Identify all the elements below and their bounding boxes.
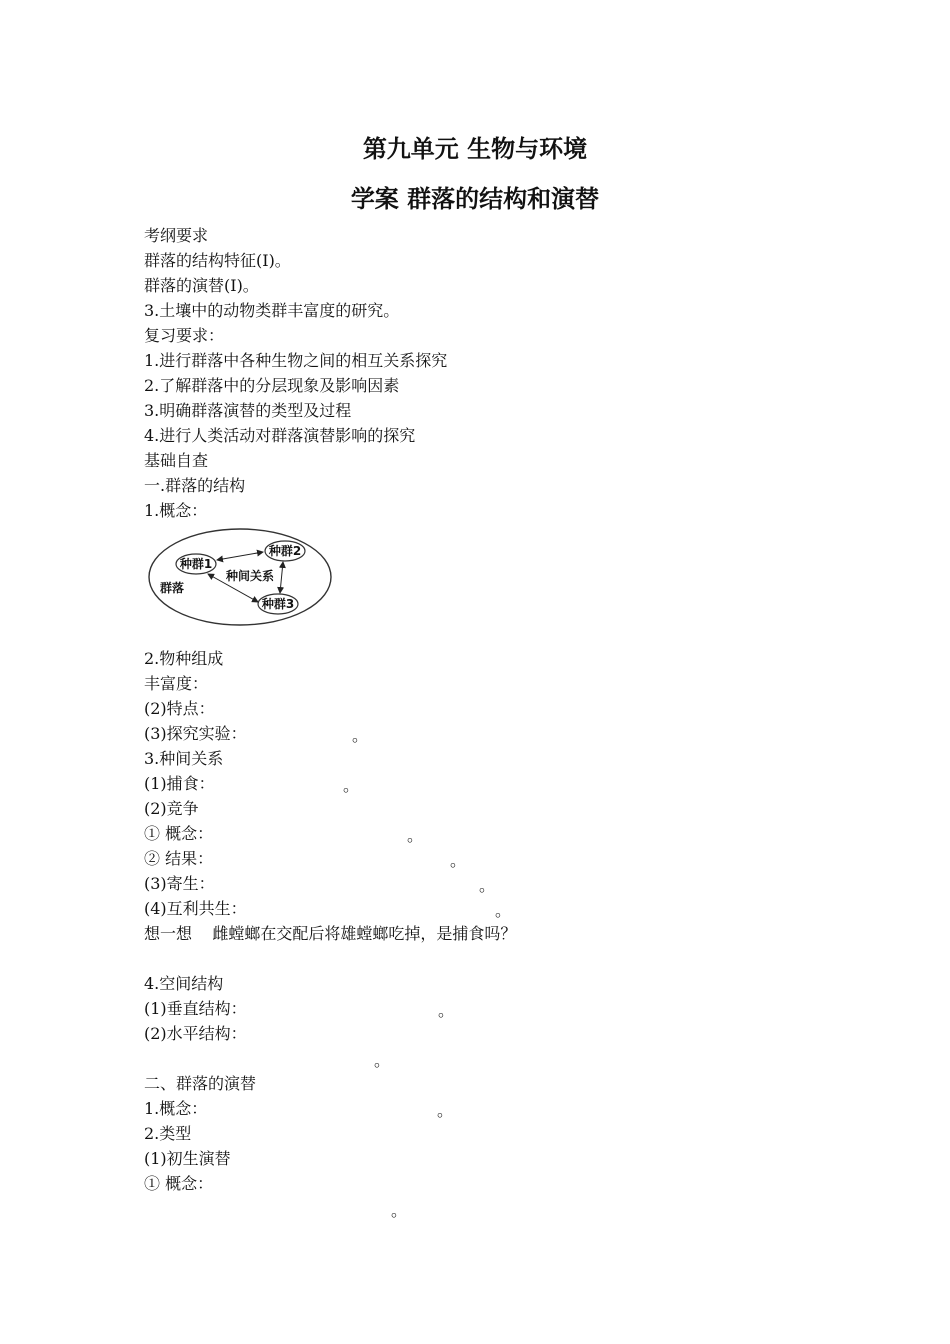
section-structure-heading: 一.群落的结构 xyxy=(144,476,246,495)
syllabus-item-soil: 3.土壤中的动物类群丰富度的研究。 xyxy=(144,301,400,320)
blank-end-period: 。 xyxy=(391,1201,408,1220)
section-succession-heading: 二、群落的演替 xyxy=(144,1074,257,1093)
vertical-structure-label: (1)垂直结构： xyxy=(144,999,247,1018)
succession-concept-label: 1.概念： xyxy=(144,1099,208,1118)
lesson-title: 学案 群落的结构和演替 xyxy=(350,184,600,213)
concept-label: 1.概念： xyxy=(144,501,208,520)
primary-concept-label: ① 概念： xyxy=(144,1174,214,1193)
mutualism-label: (4)互利共生： xyxy=(144,899,247,918)
spatial-structure-heading: 4.空间结构 xyxy=(144,974,224,993)
blank-end-period: 。 xyxy=(495,901,512,920)
experiment-label: (3)探究实验： xyxy=(144,724,247,743)
arrow-1-2 xyxy=(217,552,263,560)
interspecific-heading: 3.种间关系 xyxy=(144,749,224,768)
blank-end-period: 。 xyxy=(438,1001,455,1020)
competition-concept-label: ① 概念： xyxy=(144,824,214,843)
primary-succession-heading: (1)初生演替 xyxy=(144,1149,231,1168)
syllabus-item-structure: 群落的结构特征(I)。 xyxy=(144,251,291,270)
competition-result-label: ② 结果： xyxy=(144,849,214,868)
blank-end-period: 。 xyxy=(343,776,360,795)
blank-end-period: 。 xyxy=(374,1051,391,1070)
predation-label: (1)捕食： xyxy=(144,774,215,793)
types-heading: 2.类型 xyxy=(144,1124,192,1143)
competition-heading: (2)竞争 xyxy=(144,799,199,818)
review-item-3: 3.明确群落演替的类型及过程 xyxy=(144,401,352,420)
blank-end-period: 。 xyxy=(407,826,424,845)
richness-label: 丰富度： xyxy=(144,674,209,693)
review-item-1: 1.进行群落中各种生物之间的相互关系探究 xyxy=(144,351,448,370)
blank-end-period: 。 xyxy=(450,851,467,870)
basics-heading: 基础自查 xyxy=(144,451,209,470)
syllabus-heading: 考纲要求 xyxy=(144,226,209,245)
blank-end-period: 。 xyxy=(437,1101,454,1120)
think-question: 想一想 雌螳螂在交配后将雄螳螂吃掉，是捕食吗？ xyxy=(144,924,517,943)
unit-title: 第九单元 生物与环境 xyxy=(362,134,588,163)
interspecific-label: 种间关系 xyxy=(225,569,275,583)
review-item-4: 4.进行人类活动对群落演替影响的探究 xyxy=(144,426,416,445)
blank-end-period: 。 xyxy=(352,726,369,745)
arrow-2-3 xyxy=(280,562,283,593)
population3-label: 种群3 xyxy=(261,597,295,611)
parasitism-label: (3)寄生： xyxy=(144,874,215,893)
community-diagram xyxy=(144,524,336,630)
review-item-2: 2.了解群落中的分层现象及影响因素 xyxy=(144,376,400,395)
feature-label: (2)特点： xyxy=(144,699,215,718)
population2-label: 种群2 xyxy=(268,544,302,558)
review-heading: 复习要求： xyxy=(144,326,225,345)
horizontal-structure-label: (2)水平结构： xyxy=(144,1024,247,1043)
community-label: 群落 xyxy=(159,581,185,595)
syllabus-item-succession: 群落的演替(I)。 xyxy=(144,276,259,295)
species-composition-heading: 2.物种组成 xyxy=(144,649,224,668)
population1-label: 种群1 xyxy=(179,557,213,571)
blank-end-period: 。 xyxy=(479,876,496,895)
